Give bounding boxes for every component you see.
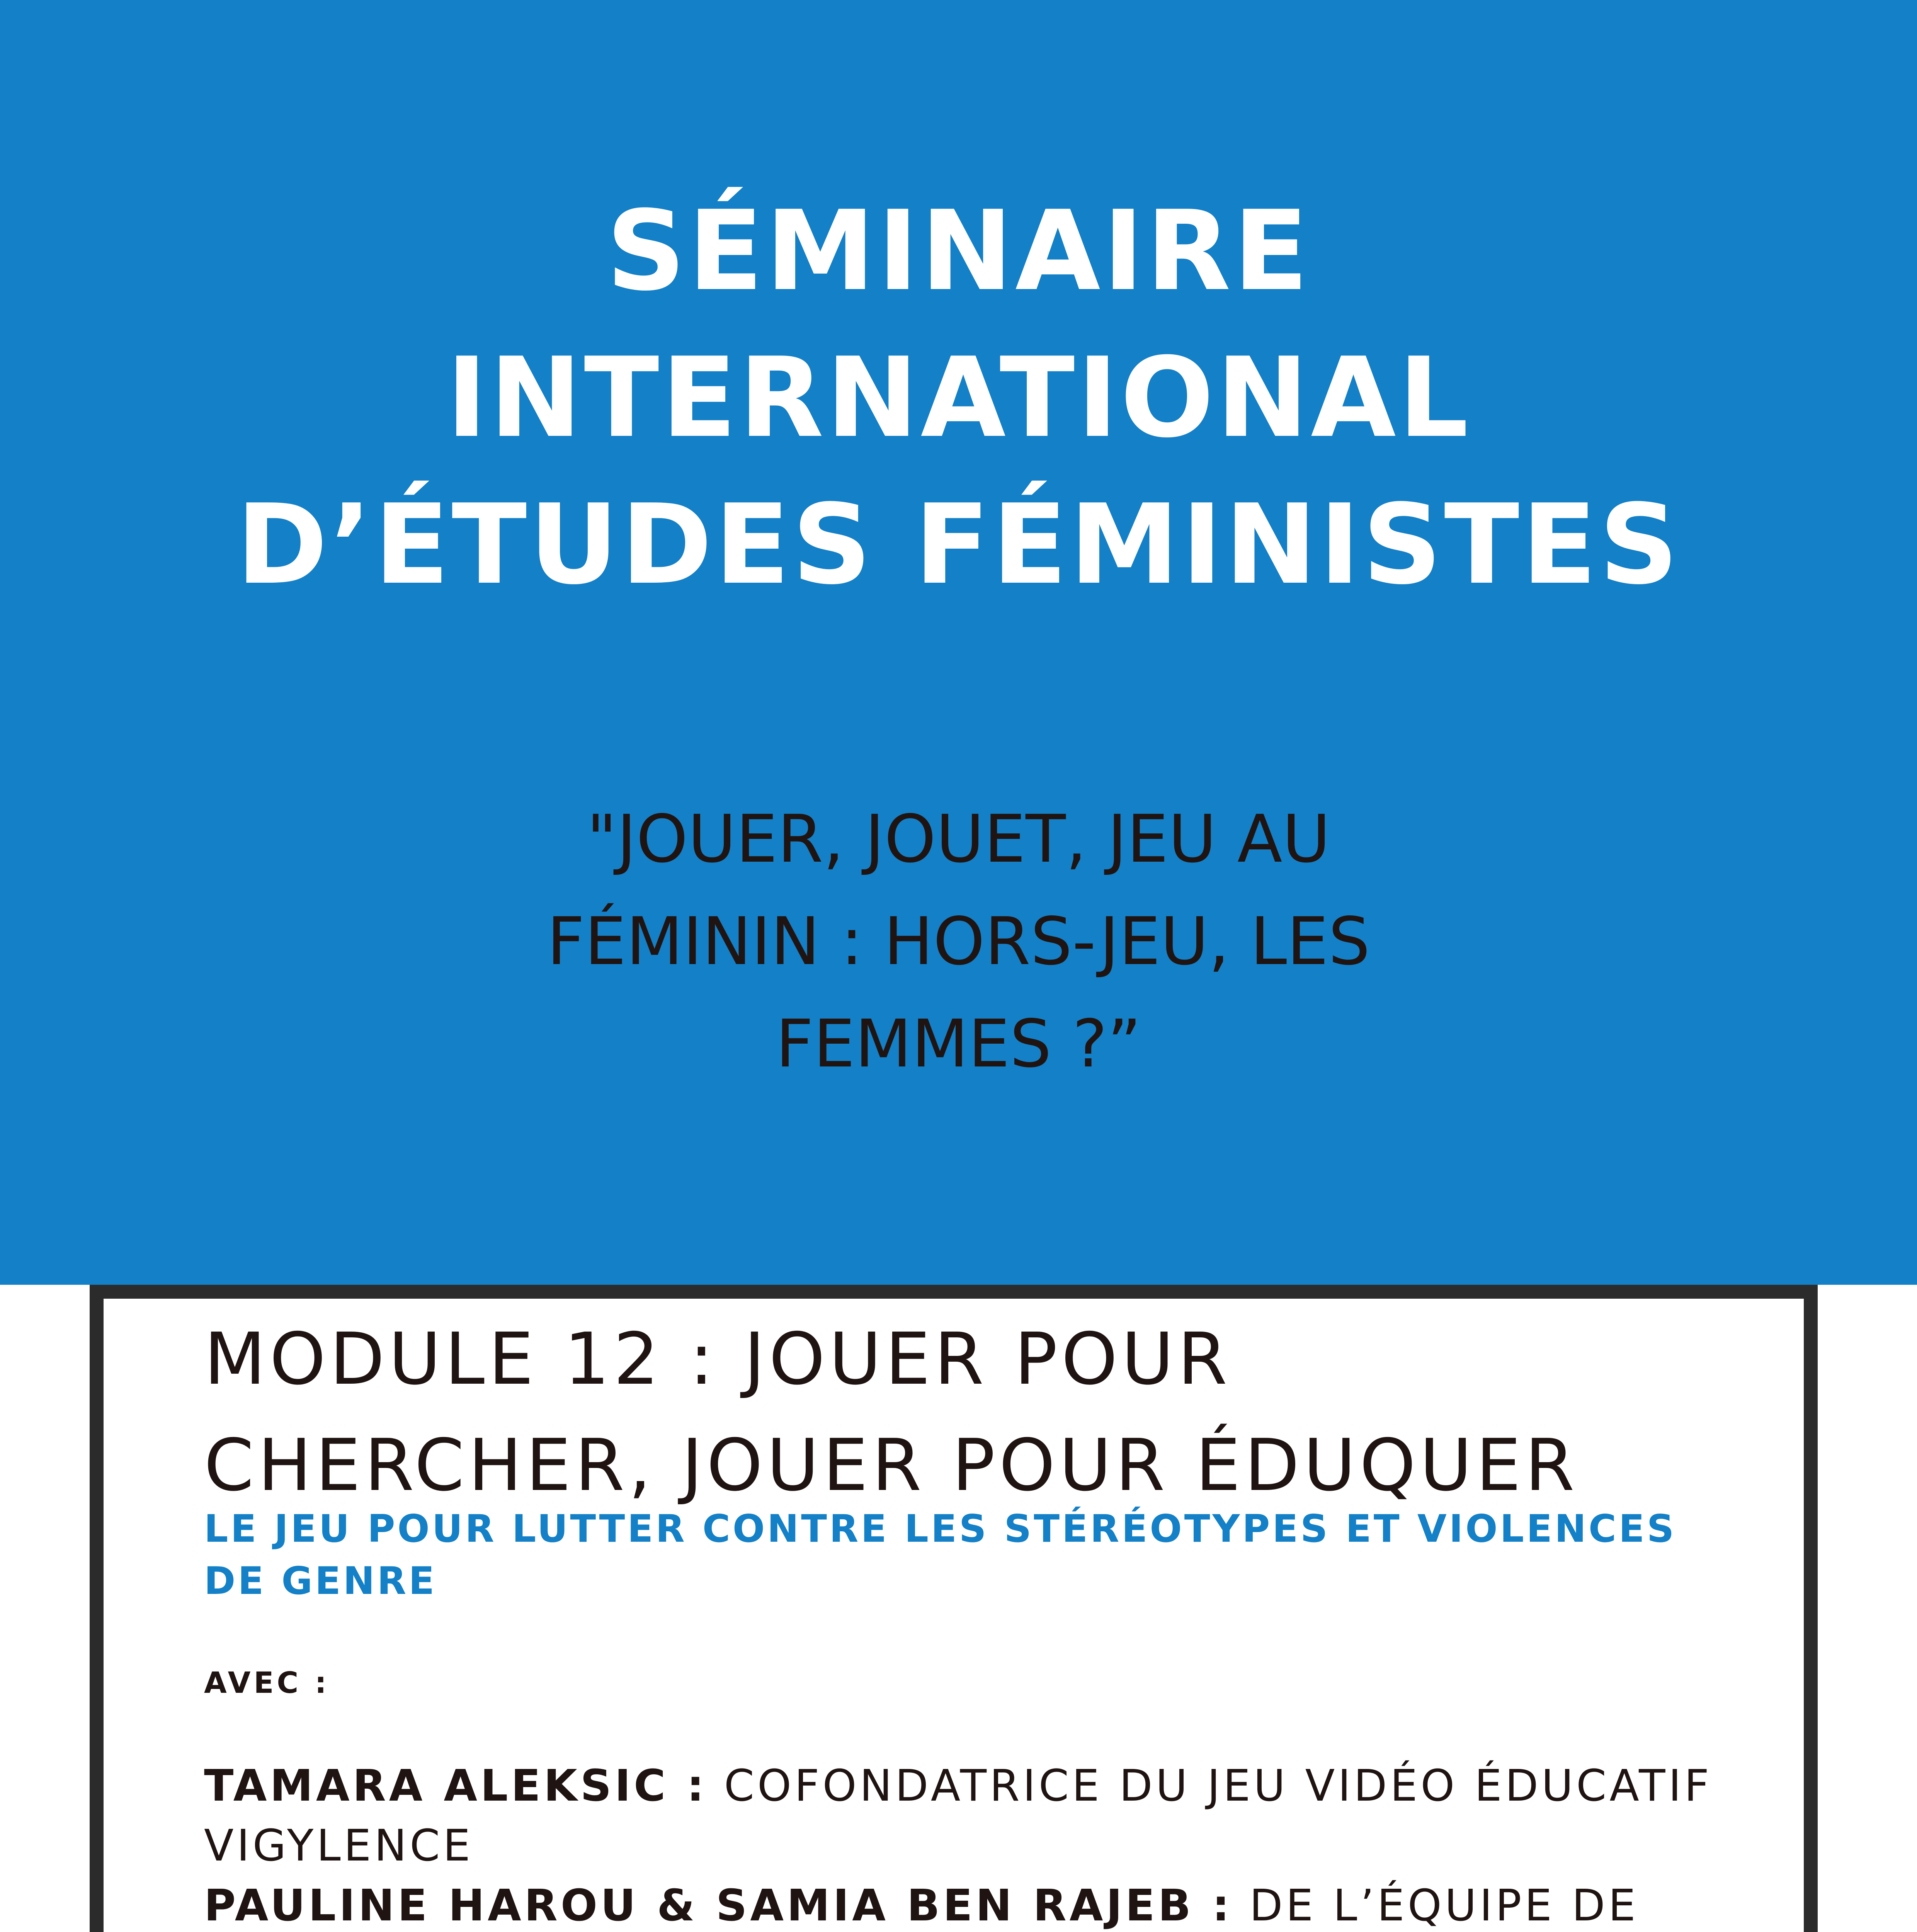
module-title-line: MODULE 12 : JOUER POUR bbox=[204, 1317, 1232, 1401]
subtitle-line: FEMMES ?” bbox=[776, 1006, 1141, 1082]
module-subtitle: LE JEU POUR LUTTER CONTRE LES STÉRÉOTYPES ET VIOLENCES DE GENRE bbox=[204, 1507, 1677, 1603]
title-line: D’ÉTUDES FÉMINISTES bbox=[236, 481, 1681, 609]
speaker-name: TAMARA ALEKSIC : bbox=[204, 1761, 708, 1811]
speakers-label: AVEC : bbox=[204, 1665, 330, 1700]
seminar-subtitle bbox=[0, 788, 1917, 1095]
module-title-line: CHERCHER, JOUER POUR ÉDUQUER bbox=[204, 1423, 1579, 1507]
subtitle-line: FÉMININ : HORS-JEU, LES bbox=[547, 903, 1370, 980]
title-line: SÉMINAIRE bbox=[606, 187, 1311, 315]
title-line: INTERNATIONAL bbox=[446, 334, 1471, 462]
speaker-entry bbox=[204, 1876, 1730, 1932]
speaker-description: DE L’ÉQUIPE DE bbox=[1249, 1881, 1639, 1931]
subtitle-line: "JOUER, JOUET, JEU AU bbox=[587, 801, 1330, 878]
module-title bbox=[204, 1306, 1827, 1519]
speaker-name: PAULINE HAROU & SAMIA BEN RAJEB : bbox=[204, 1881, 1233, 1931]
speaker-description: COFONDATRICE DU JEU VIDÉO ÉDUCATIF VIGYLENCE bbox=[204, 1761, 1713, 1871]
speaker-entry bbox=[204, 1756, 1730, 1876]
seminar-title bbox=[0, 178, 1917, 618]
